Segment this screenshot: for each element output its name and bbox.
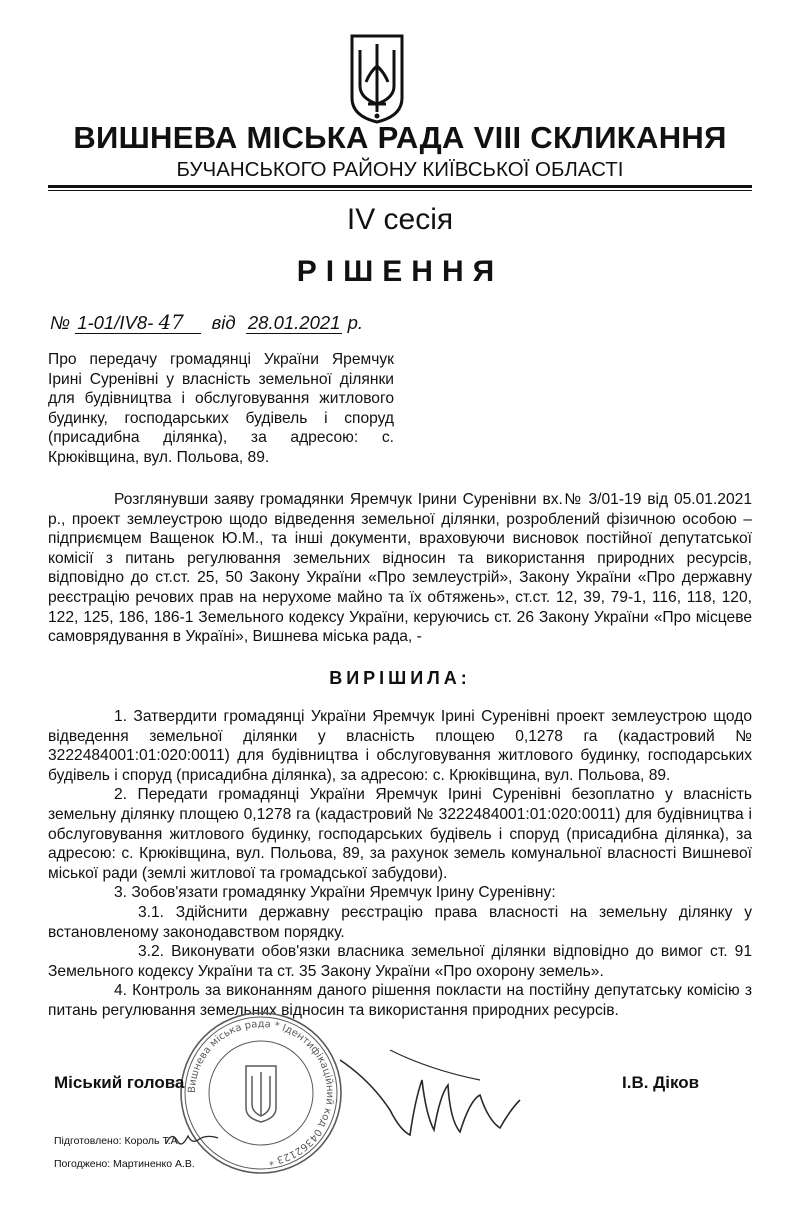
decision-number-line — [50, 310, 363, 334]
session-title: IV сесія — [346, 203, 454, 236]
mayor-signature — [330, 1040, 540, 1150]
council-name: ВИШНЕВА МІСЬКА РАДА VIII СКЛИКАННЯ — [73, 120, 727, 155]
decision-item: 4. Контроль за виконанням даного рішення покласти на постійну депутатську комісію з питань регулювання земельних відносин та використання природних ресурсів. — [48, 982, 752, 1019]
preparer-initials — [162, 1128, 222, 1150]
decision-item: 2. Передати громадянці України Яремчук Ірині Суренівні безоплатно у власність земельну ділянку площею 0,1278 га (кадастровий № 3222484001:01:020:0011) для будівництва і обслуговування житлового будинку, господарських будівель і споруд (присадибна ділянка), за адресою: с. Крюківщина, вул. Польова, 89, за рахунок земель комунальної власності Вишневої міської ради (землі житлової та громадської забудови). — [48, 786, 752, 882]
decision-item: 3. Зобов'язати громадянку України Яремчук Ірину Суренівну: — [114, 884, 556, 902]
prepared-by: Підготовлено: Король Т.А. — [54, 1135, 181, 1147]
agreed-by: Погоджено: Мартиненко А.В. — [54, 1158, 195, 1170]
seal-stamp-icon — [176, 1008, 346, 1178]
trident-icon — [346, 32, 408, 124]
mayor-name: І.В. Діков — [622, 1073, 700, 1092]
header-divider — [48, 185, 752, 188]
stamp-text: Вишнева міська рада * Ідентифікаційний код 04362123 * — [186, 1018, 336, 1167]
decision-date: 28.01.2021 — [247, 312, 341, 333]
decision-code: 1-01/IV8- — [77, 312, 154, 333]
header-divider-thin — [48, 190, 752, 191]
document-title: РІШЕННЯ — [296, 255, 504, 288]
decision-subitem: 3.2. Виконувати обов'язки власника земельної ділянки відповідно до вимог ст. 91 Земельного кодексу України та ст. 35 Закону України «Про охорону земель». — [48, 943, 752, 980]
decision-items — [48, 707, 752, 1021]
preamble-paragraph: Розглянувши заяву громадянки Яремчук Ірини Суренівни вх.№ 3/01-19 від 05.01.2021 р., проект землеустрою щодо відведення земельної ділянки, розроблений фізичною особою – підприємцем Ващенок Ю.М., та інші документи, враховуючи висновок постійної депутатської комісії з питань регулювання земельних відносин та використання природних ресурсів, відповідно до ст.ст. 25, 50 Закону України «Про землеустрій», Закону України «Про державну реєстрацію речових прав на нерухоме майно та їх обтяжень», ст.ст. 12, 39, 79-1, 116, 118, 120, 122, 125, 186, 186-1 Земельного кодексу України, керуючись ст. 26 Закону України «Про місцеве самоврядування в Україні», Вишнева міська рада, - — [48, 491, 752, 646]
date-from-label: від — [211, 312, 236, 333]
mayor-title: Міський голова — [54, 1073, 185, 1092]
decision-item: 1. Затвердити громадянці України Яремчук Ірині Суренівні проект землеустрою щодо відведення земельної ділянки у власність площею 0,1278 га (кадастровий № 3222484001:01:020:0011) для будівництва і обслуговування житлового будинку, господарських будівель і споруд (присадибна ділянка), за адресою: с. Крюківщина, вул. Польова, 89. — [48, 708, 752, 784]
decision-number — [75, 312, 201, 334]
district-name: БУЧАНСЬКОГО РАЙОНУ КИЇВСЬКОЇ ОБЛАСТІ — [176, 158, 624, 181]
handwritten-number: 47 — [158, 310, 184, 334]
resolved-heading: ВИРІШИЛА: — [329, 668, 471, 688]
number-prefix: № — [50, 312, 71, 333]
decision-subitem: 3.1. Здійснити державну реєстрацію права власності на земельну ділянку у встановленому законодавством порядку. — [48, 903, 752, 941]
date-suffix: р. — [347, 312, 364, 333]
decision-subject: Про передачу громадянці України Яремчук Ірині Суренівні у власність земельної ділянки для будівництва і обслуговування житлового будинку, господарських будівель і споруд (присадибна ділянка), за адресою: с. Крюківщина, вул. Польова, 89. — [48, 351, 394, 466]
